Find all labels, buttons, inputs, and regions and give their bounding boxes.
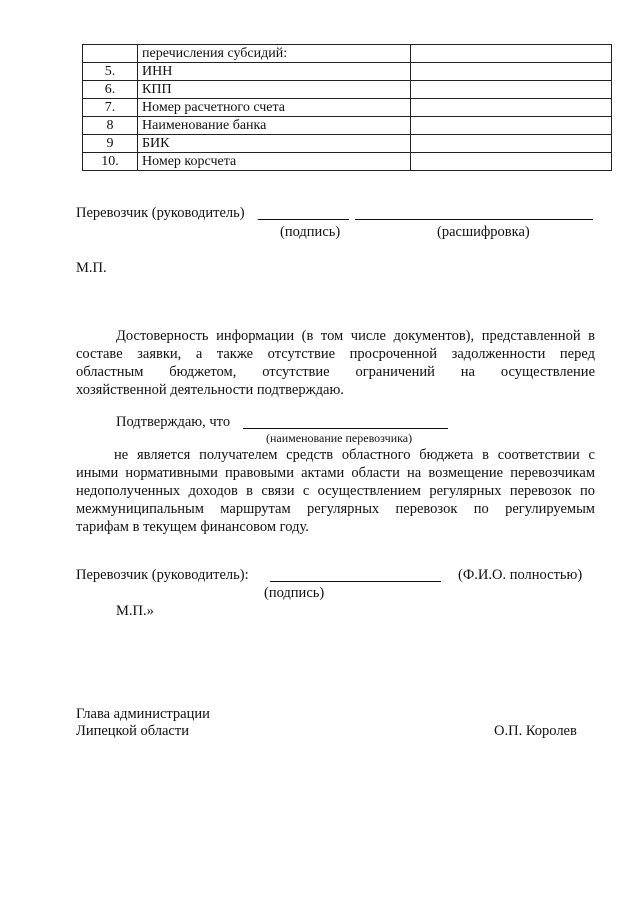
row-label: КПП [138, 81, 411, 99]
row-label: ИНН [138, 63, 411, 81]
row-value [411, 117, 612, 135]
official-region: Липецкой области [76, 723, 189, 739]
row-value [411, 153, 612, 171]
decryption-caption: (расшифровка) [437, 224, 530, 240]
row-label: Номер корсчета [138, 153, 411, 171]
row-value [411, 81, 612, 99]
row-number: 7. [83, 99, 138, 117]
row-label: Наименование банка [138, 117, 411, 135]
row-value [411, 63, 612, 81]
signature-line [270, 581, 441, 582]
row-value [411, 99, 612, 117]
row-number [83, 45, 138, 63]
paragraph-line: не является получателем средств областного бюджета в соответствии с [114, 447, 595, 463]
row-label: БИК [138, 135, 411, 153]
carrier-name-caption: (наименование перевозчика) [266, 431, 413, 445]
paragraph-line: тарифам в текущем финансовом году. [76, 519, 309, 535]
table-row [83, 99, 612, 117]
paragraph-line: межмуниципальным маршрутам регулярных перевозок по регулируемым [76, 501, 595, 517]
stamp-label: М.П. [76, 260, 107, 276]
row-label: Номер расчетного счета [138, 99, 411, 117]
signature-label: Перевозчик (руководитель) [76, 205, 245, 221]
row-number: 5. [83, 63, 138, 81]
decryption-line [355, 219, 593, 220]
row-number: 9 [83, 135, 138, 153]
row-number: 10. [83, 153, 138, 171]
row-number: 6. [83, 81, 138, 99]
stamp-label: М.П.» [116, 603, 154, 619]
paragraph-line: Достоверность информации (в том числе документов), представленной в [116, 328, 595, 344]
paragraph-line: хозяйственной деятельности подтверждаю. [76, 382, 344, 398]
confirm-lead: Подтверждаю, что [116, 414, 231, 430]
table-row [83, 117, 612, 135]
signature-label: Перевозчик (руководитель): [76, 567, 249, 583]
row-label: перечисления субсидий: [138, 45, 411, 63]
requisites-table [82, 44, 612, 171]
table-row [83, 153, 612, 171]
table-row [83, 63, 612, 81]
table-row [83, 45, 612, 63]
signature-line [258, 219, 349, 220]
signature-caption: (подпись) [280, 224, 341, 240]
paragraph-line: недополученных доходов в связи с осуществлением регулярных перевозок по [76, 483, 595, 499]
official-name: О.П. Королев [494, 723, 577, 739]
official-position: Глава администрации [76, 706, 210, 722]
paragraph-line: областным бюджетом, отсутствие ограничений на осуществление [76, 364, 595, 380]
table-row [83, 135, 612, 153]
confirmation-paragraph [76, 446, 595, 536]
row-value [411, 135, 612, 153]
row-value [411, 45, 612, 63]
paragraph-line: составе заявки, а также отсутствие просроченной задолженности перед [76, 346, 595, 362]
row-number: 8 [83, 117, 138, 135]
table-row [83, 81, 612, 99]
signature-caption: (подпись) [264, 585, 325, 601]
fio-caption: (Ф.И.О. полностью) [458, 567, 583, 583]
paragraph-line: иными нормативными правовыми актами области на возмещение перевозчикам [76, 465, 595, 481]
carrier-name-line [243, 428, 448, 429]
confirmation-paragraph [76, 327, 595, 399]
